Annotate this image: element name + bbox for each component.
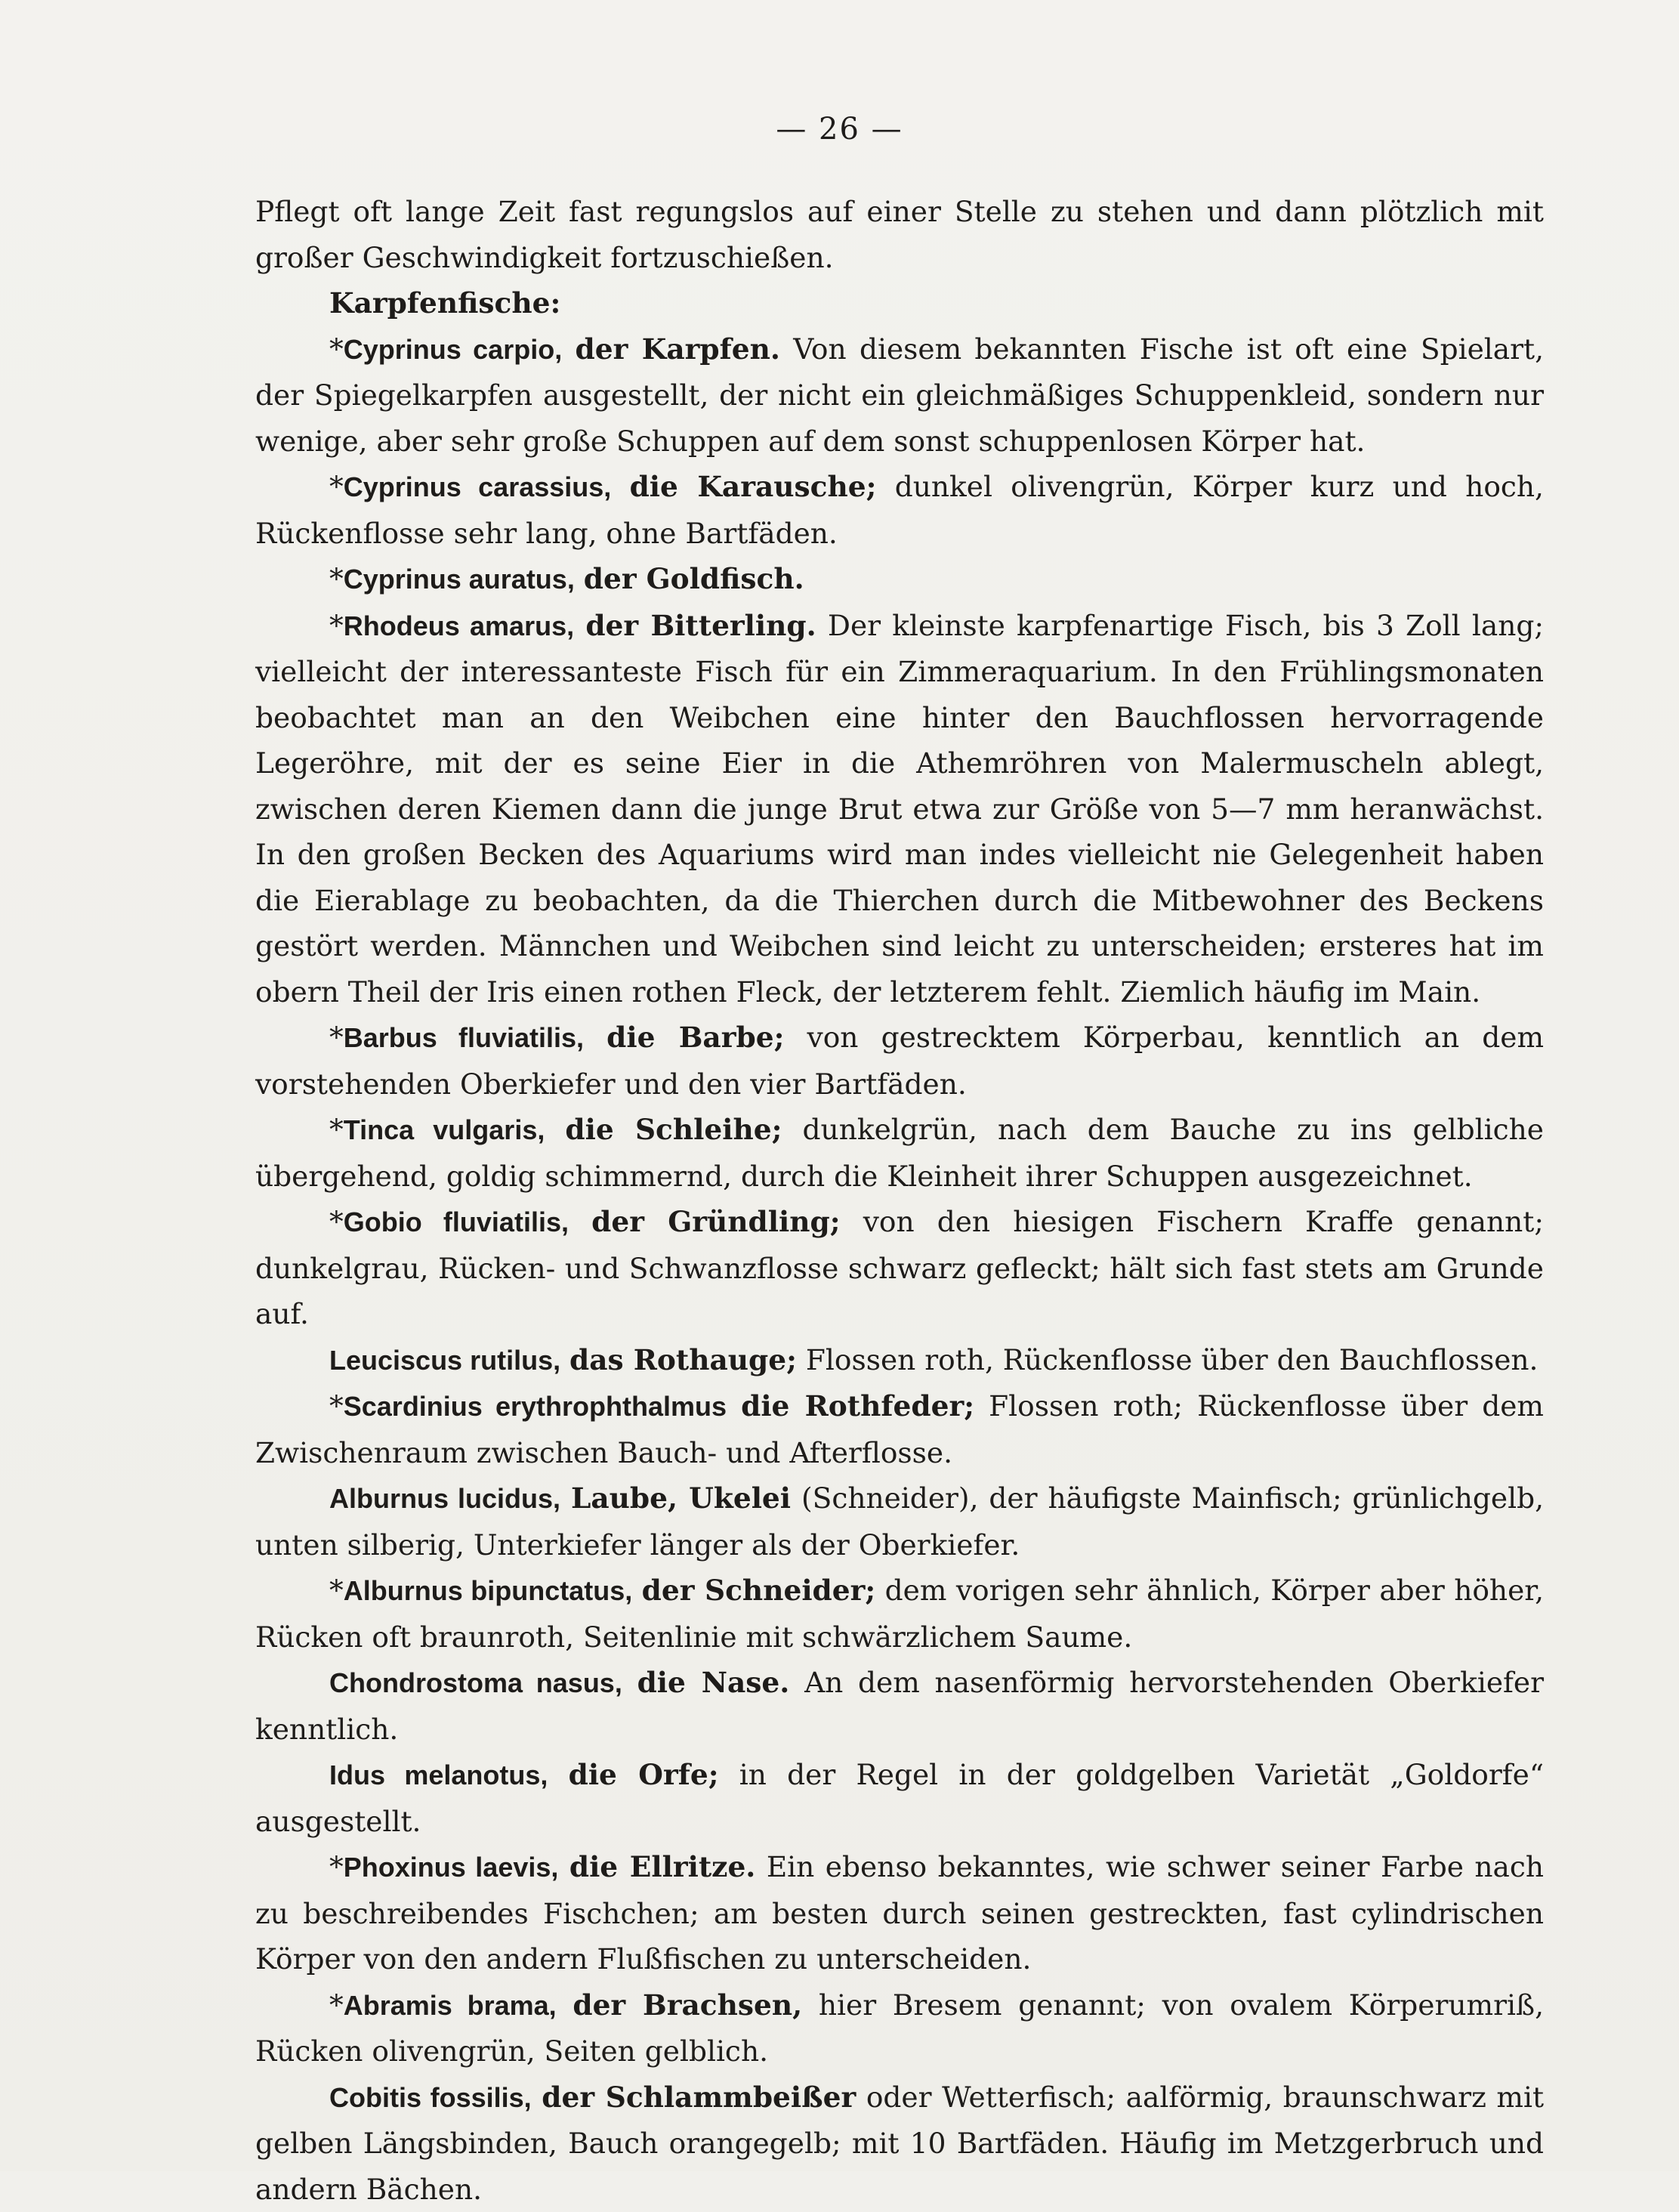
- species-entry: [255, 1337, 1544, 1384]
- species-entry: [255, 1475, 1544, 1568]
- description: dunkelgrün, nach dem Bauche zu ins gelbliche übergehend, goldig schimmernd, durch die Kleinheit ihrer Schuppen ausgezeichnet.: [255, 1113, 1544, 1193]
- native-marker: *: [329, 1574, 344, 1607]
- species-entry: [255, 1199, 1544, 1337]
- scientific-name: Gobio fluviatilis,: [344, 1206, 569, 1237]
- description: Von diesem bekannten Fische ist oft eine Spielart, der Spiegelkarpfen ausgestellt, der nicht ein gleichmäßiges Schuppenkleid, sondern nur wenige, aber sehr große Schuppen auf dem sonst schuppenlosen Körper hat.: [255, 332, 1544, 458]
- species-entry: [255, 464, 1544, 556]
- description: Flossen roth, Rückenflosse über den Bauchflossen.: [806, 1343, 1539, 1376]
- common-name: die Karausche;: [630, 470, 877, 503]
- scientific-name: Rhodeus amarus,: [344, 610, 574, 641]
- native-marker: *: [329, 1113, 344, 1146]
- common-name: der Bitterling.: [585, 609, 816, 642]
- section-heading: Karpfenfische:: [255, 280, 1544, 326]
- common-name: die Nase.: [637, 1666, 790, 1699]
- species-entry: [255, 1568, 1544, 1660]
- native-marker: *: [329, 1850, 344, 1883]
- native-marker: *: [329, 470, 344, 503]
- common-name: der Schlammbeißer: [542, 2081, 856, 2114]
- species-entry: [255, 1015, 1544, 1107]
- description: An dem nasenförmig hervorstehenden Oberkiefer kenntlich.: [255, 1666, 1544, 1746]
- description: in der Regel in der goldgelben Varietät „Goldorfe“ ausgestellt.: [255, 1758, 1544, 1838]
- species-entry: [255, 1752, 1544, 1844]
- description: Flossen roth; Rückenflosse über dem Zwischenraum zwischen Bauch- und Afterflosse.: [255, 1389, 1544, 1469]
- common-name: die Schleihe;: [565, 1113, 782, 1146]
- page-number: — 26 —: [0, 112, 1679, 147]
- paragraph-continuation: [255, 189, 1544, 280]
- native-marker: *: [329, 1988, 344, 2022]
- species-entry: [255, 1660, 1544, 1752]
- native-marker: *: [329, 332, 344, 366]
- species-entry: [255, 1107, 1544, 1199]
- separator: ;: [774, 1021, 785, 1054]
- description: hier Bresem genannt; von ovalem Körperumriß, Rücken olivengrün, Seiten gelblich.: [255, 1988, 1544, 2068]
- common-name: der Karpfen.: [576, 332, 780, 366]
- scientific-name: Cobitis fossilis,: [329, 2082, 532, 2113]
- species-entry: [255, 603, 1544, 1015]
- scientific-name: Chondrostoma nasus,: [329, 1667, 622, 1698]
- common-name: das Rothauge;: [569, 1343, 797, 1376]
- species-entry: [255, 2075, 1544, 2212]
- scientific-name: Leuciscus rutilus,: [329, 1345, 560, 1376]
- description: von gestrecktem Körperbau, kenntlich an dem vorstehenden Oberkiefer und den vier Bartfäden.: [255, 1021, 1544, 1101]
- species-entry: [255, 556, 1544, 603]
- native-marker: *: [329, 1205, 344, 1238]
- common-name: die Orfe;: [569, 1758, 719, 1791]
- scientific-name: Phoxinus laevis,: [344, 1852, 559, 1883]
- species-entry: [255, 1982, 1544, 2075]
- common-name: der Gründling;: [591, 1205, 840, 1238]
- scientific-name: Alburnus bipunctatus,: [344, 1575, 632, 1606]
- scientific-name: Scardinius erythrophthalmus: [344, 1391, 727, 1422]
- scientific-name: Tinca vulgaris,: [344, 1114, 545, 1145]
- native-marker: *: [329, 562, 344, 595]
- description: Ein ebenso bekanntes, wie schwer seiner Farbe nach zu beschreibendes Fischchen; am besten durch seinen gestreckten, fast cylindrischen Körper von den andern Flußfischen zu unterscheiden.: [255, 1850, 1544, 1976]
- scientific-name: Idus melanotus,: [329, 1759, 548, 1790]
- species-entry: [255, 1844, 1544, 1982]
- native-marker: *: [329, 609, 344, 642]
- common-name: die Rothfeder;: [741, 1389, 974, 1423]
- text-body: [255, 189, 1544, 2212]
- species-entry: [255, 1383, 1544, 1475]
- description: Der kleinste karpfenartige Fisch, bis 3 Zoll lang; vielleicht der interessanteste Fisch für ein Zimmeraquarium. In den Frühlingsmonaten beobachtet man an den Weibchen eine hinter den Bauchflossen hervorragende Legeröhre, mit der es seine Eier in die Athemröhren von Malermuscheln ablegt, zwischen deren Kiemen dann die junge Brut etwa zur Größe von 5—7 mm heranwächst. In den großen Becken des Aquariums wird man indes vielleicht nie Gelegenheit haben die Eierablage zu beobachten, da die Thierchen durch die Mitbewohner des Beckens gestört werden. Männchen und Weibchen sind leicht zu unterscheiden; ersteres hat im obern Theil der Iris einen rothen Fleck, der letzterem fehlt. Ziemlich häufig im Main.: [255, 609, 1544, 1009]
- scientific-name: Cyprinus auratus,: [344, 564, 575, 595]
- common-name: Laube, Ukelei: [571, 1481, 791, 1515]
- description: dem vorigen sehr ähnlich, Körper aber höher, Rücken oft braunroth, Seitenlinie mit schwärzlichem Saume.: [255, 1574, 1544, 1654]
- scientific-name: Barbus fluviatilis,: [344, 1022, 584, 1053]
- paragraph-text: Pflegt oft lange Zeit fast regungslos auf einer Stelle zu stehen und dann plötzlich mit großer Geschwindigkeit fortzuschießen.: [255, 195, 1544, 274]
- scientific-name: Alburnus lucidus,: [329, 1483, 560, 1514]
- native-marker: *: [329, 1389, 344, 1423]
- common-name: der Schneider;: [642, 1574, 876, 1607]
- common-name: der Goldfisch.: [584, 562, 804, 595]
- scientific-name: Abramis brama,: [344, 1990, 557, 2021]
- description: (Schneider), der häufigste Mainfisch; grünlichgelb, unten silberig, Unterkiefer länger als der Oberkiefer.: [255, 1481, 1544, 1562]
- native-marker: *: [329, 1021, 344, 1054]
- common-name: der Brachsen,: [573, 1988, 802, 2022]
- common-name: die Barbe: [606, 1021, 773, 1054]
- description: von den hiesigen Fischern Kraffe genannt; dunkelgrau, Rücken- und Schwanzflosse schwarz gefleckt; hält sich fast stets am Grunde auf.: [255, 1205, 1544, 1330]
- species-entry: [255, 326, 1544, 465]
- scientific-name: Cyprinus carassius,: [344, 471, 612, 502]
- description: oder Wetterfisch; aalförmig, braunschwarz mit gelben Längsbinden, Bauch orangegelb; mit 10 Bartfäden. Häufig im Metzgerbruch und andern Bächen.: [255, 2081, 1544, 2206]
- common-name: die Ellritze.: [569, 1850, 756, 1883]
- description: dunkel olivengrün, Körper kurz und hoch, Rückenflosse sehr lang, ohne Bartfäden.: [255, 470, 1544, 550]
- scientific-name: Cyprinus carpio,: [344, 334, 562, 365]
